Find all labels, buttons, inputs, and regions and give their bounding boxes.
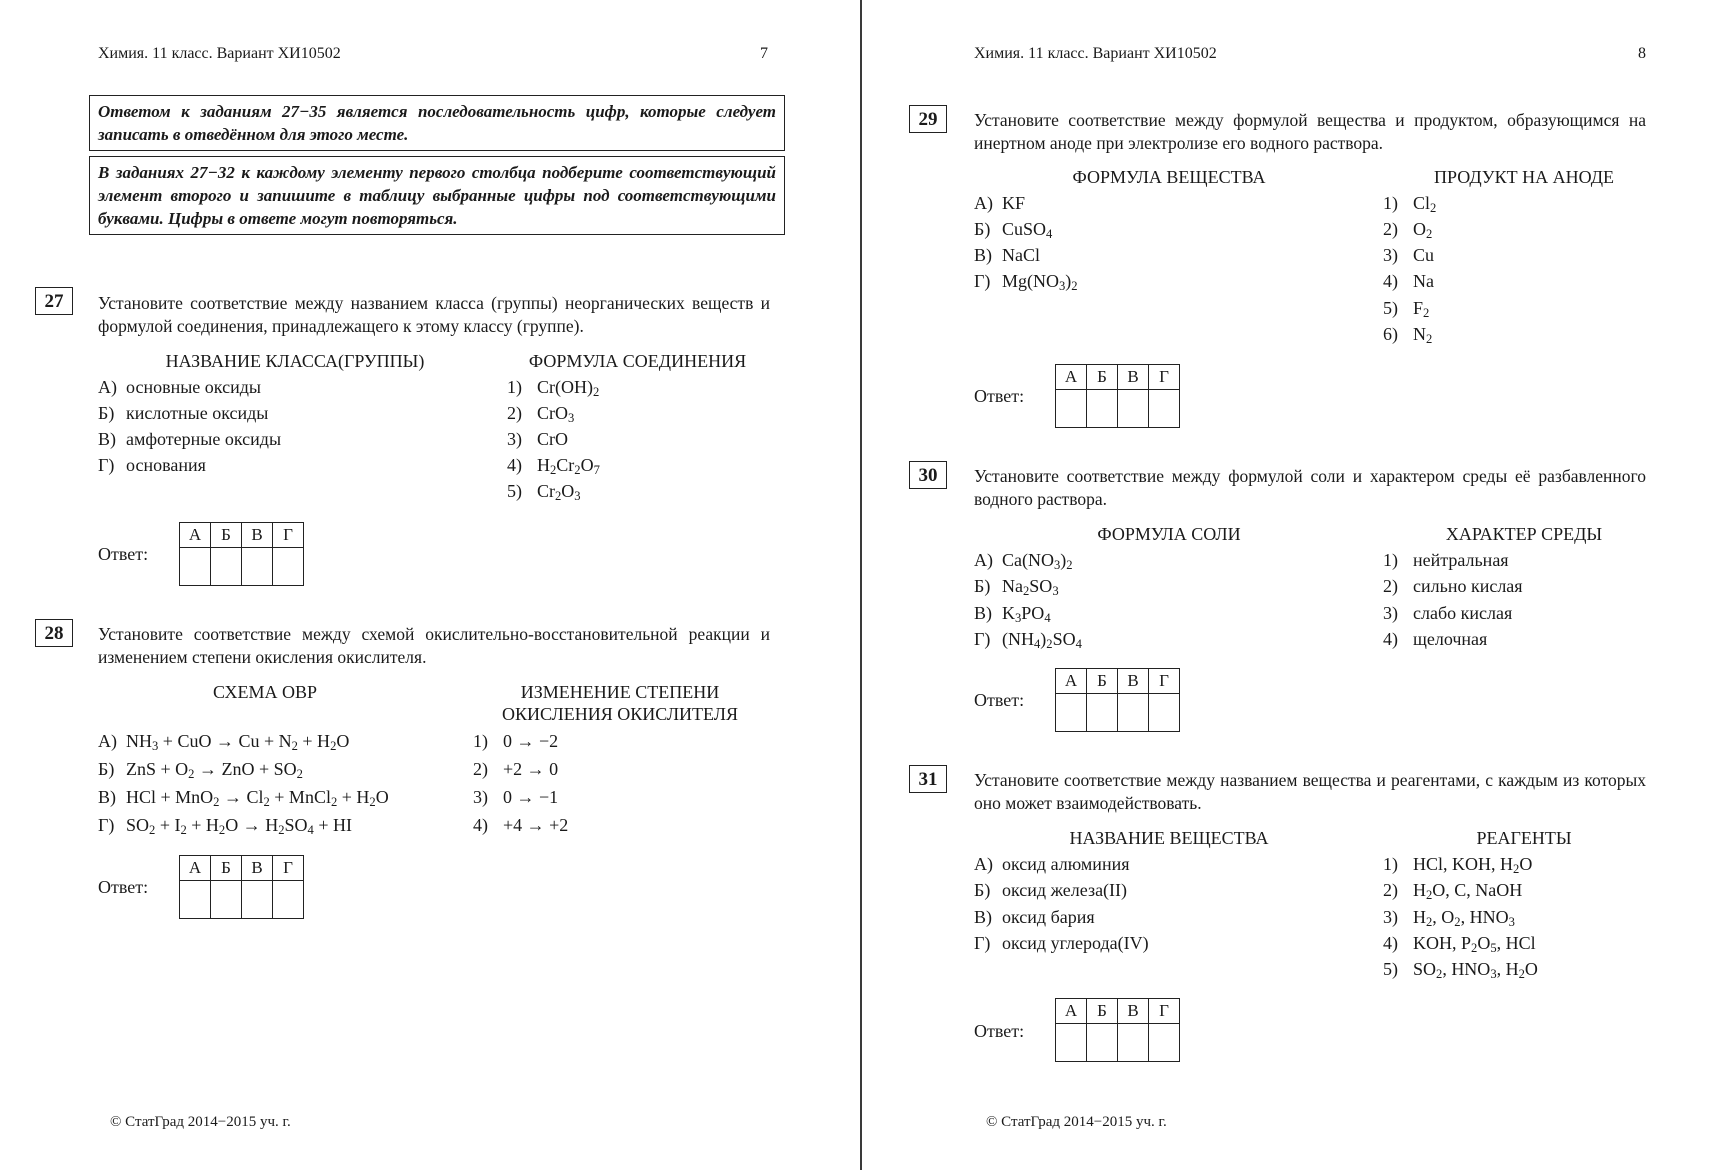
- task-29-question: Установите соответствие между формулой вещества и продуктом, образующимся на инертном аноде при электролизе его водного раствора.: [974, 110, 1646, 153]
- task-30-answer-table: [1055, 668, 1180, 732]
- task-31-column2-title: РЕАГЕНТЫ: [1476, 828, 1572, 848]
- task-28-option-4: 4) +4 → +2: [473, 815, 569, 835]
- left-page: [0, 0, 860, 1170]
- task-30-item-b: Б) $Na_2SO_3$: [974, 576, 1059, 599]
- task-30-item-c: В) $K_3PO_4$: [974, 603, 1051, 626]
- answer-cell-a[interactable]: [1056, 694, 1087, 732]
- task-30-column2-title: ХАРАКТЕР СРЕДЫ: [1445, 524, 1603, 544]
- task-27-option-1: 1) $Cr(OH)_2$: [507, 377, 600, 400]
- answer-header-b: Б: [1087, 365, 1118, 390]
- page-footer: © СтатГрад 2014−2015 уч. г.: [986, 1114, 1167, 1130]
- page-number: 7: [760, 45, 768, 62]
- task-28-option-2: 2) +2 → 0: [473, 759, 559, 779]
- task-29-item-c: В) NaCl: [974, 245, 1040, 265]
- answer-cell-a[interactable]: [180, 548, 211, 586]
- answer-header-c: В: [1118, 999, 1149, 1024]
- answer-cell-b[interactable]: [1087, 390, 1118, 428]
- task-number-31: 31: [909, 765, 947, 793]
- answer-header-a: А: [180, 856, 211, 881]
- task-28-item-d: Г) $SO_2 + I_2 + H_2O \to H_2SO_4$ + HI: [98, 815, 352, 838]
- answer-header-d: Г: [273, 856, 304, 881]
- notice-text: Ответом к заданиям 27−35 является последовательность цифр, которые следует записать в отведённом для этого месте.: [98, 102, 776, 144]
- task-27-column2-title: ФОРМУЛА СОЕДИНЕНИЯ: [528, 351, 747, 371]
- task-30-item-a: А) $Ca(NO_3)_2$: [974, 550, 1073, 573]
- page-footer: © СтатГрад 2014−2015 уч. г.: [110, 1114, 291, 1130]
- task-27-item-c: В) амфотерные оксиды: [98, 429, 282, 449]
- task-29-item-b: Б) CuSO$_4$: [974, 219, 1053, 242]
- task-29-item-a: А) KF: [974, 193, 1026, 213]
- answer-header-c: В: [1118, 365, 1149, 390]
- answer-cell-a[interactable]: [1056, 390, 1087, 428]
- page-spine: [860, 0, 862, 1170]
- answer-cell-c[interactable]: [1118, 694, 1149, 732]
- task-30-column1-title: ФОРМУЛА СОЛИ: [1097, 524, 1241, 544]
- task-28-item-b: Б) ZnS + $O_2$ → ZnO + $SO_2$: [98, 759, 303, 782]
- task-29-item-d: Г) $Mg(NO_3)_2$: [974, 271, 1078, 294]
- task-28-column2-title-line1: ИЗМЕНЕНИЕ СТЕПЕНИ: [520, 682, 720, 702]
- task-29-option-6: 6) $N_2$: [1383, 324, 1433, 347]
- answer-header-d: Г: [273, 523, 304, 548]
- task-27-option-3: 3) CrO: [507, 429, 568, 449]
- task-number-29: 29: [909, 105, 947, 133]
- answer-header-c: В: [242, 856, 273, 881]
- answer-header-a: А: [1056, 365, 1087, 390]
- notice-box-instructions: [89, 156, 785, 235]
- answer-header-c: В: [242, 523, 273, 548]
- task-29-option-3: 3) Cu: [1383, 245, 1435, 265]
- answer-cell-c[interactable]: [1118, 390, 1149, 428]
- answer-cell-a[interactable]: [180, 881, 211, 919]
- task-30-item-d: Г) $(NH_4)_2SO_4$: [974, 629, 1082, 652]
- task-29-answer-table: [1055, 364, 1180, 428]
- answer-label: Ответ:: [974, 386, 1025, 406]
- task-30-option-1: 1) нейтральная: [1383, 550, 1509, 570]
- task-28-column2-title-line2: ОКИСЛЕНИЯ ОКИСЛИТЕЛЯ: [501, 704, 738, 724]
- task-30-option-2: 2) сильно кислая: [1383, 576, 1523, 596]
- answer-cell-c[interactable]: [242, 548, 273, 586]
- notice-text: В заданиях 27−32 к каждому элементу первого столбца подберите соответствующий элемент второго и запишите в таблицу выбранные цифры под соответствующими буквами. Цифры в ответе могут повторяться.: [98, 163, 776, 228]
- task-28-answer-table: [179, 855, 304, 919]
- answer-cell-c[interactable]: [1118, 1024, 1149, 1062]
- answer-header-d: Г: [1149, 999, 1180, 1024]
- task-27-question: Установите соответствие между названием класса (группы) неорганических веществ и формулой соединения, принадлежащего к этому классу (группе).: [98, 293, 770, 336]
- task-number-28: 28: [35, 619, 73, 647]
- task-28-item-a: А) $NH_3$ + CuO → $Cu + N_2 + H_2O$: [98, 731, 350, 754]
- answer-header-d: Г: [1149, 669, 1180, 694]
- task-29-option-1: 1) $Cl_2$: [1383, 193, 1437, 216]
- task-30-option-4: 4) щелочная: [1383, 629, 1488, 649]
- answer-cell-d[interactable]: [1149, 1024, 1180, 1062]
- answer-cell-d[interactable]: [1149, 694, 1180, 732]
- task-31-column1-title: НАЗВАНИЕ ВЕЩЕСТВА: [1069, 828, 1269, 848]
- notice-box-answer-format: [89, 95, 785, 151]
- answer-header-a: А: [180, 523, 211, 548]
- task-30-question: Установите соответствие между формулой соли и характером среды её разбавленного водного раствора.: [974, 466, 1646, 509]
- page-header-title: Химия. 11 класс. Вариант ХИ10502: [98, 45, 341, 62]
- task-31-answer-table: [1055, 998, 1180, 1062]
- answer-header-c: В: [1118, 669, 1149, 694]
- answer-header-b: Б: [211, 523, 242, 548]
- task-31-option-2: 2) $H_2O$, C, NaOH: [1383, 880, 1523, 903]
- answer-header-b: Б: [1087, 669, 1118, 694]
- page-number: 8: [1638, 45, 1646, 62]
- task-31-option-3: 3) $H_2$, $O_2$, $HNO_3$: [1383, 907, 1515, 930]
- task-27-option-5: 5) $Cr_2O_3$: [507, 481, 581, 504]
- task-27-item-d: Г) основания: [98, 455, 206, 475]
- task-30-option-3: 3) слабо кислая: [1383, 603, 1513, 623]
- task-31-item-d: Г) оксид углерода(IV): [974, 933, 1149, 953]
- answer-header-d: Г: [1149, 365, 1180, 390]
- task-31-option-4: 4) KOH, $P_2O_5$, HCl: [1383, 933, 1536, 956]
- answer-cell-d[interactable]: [273, 548, 304, 586]
- answer-label: Ответ:: [98, 544, 149, 564]
- answer-cell-b[interactable]: [211, 881, 242, 919]
- task-27-option-2: 2) CrO$_3$: [507, 403, 575, 426]
- task-29-option-5: 5) $F_2$: [1383, 298, 1430, 321]
- task-27-option-4: 4) $H_2Cr_2O_7$: [507, 455, 600, 478]
- answer-label: Ответ:: [98, 877, 149, 897]
- page-header-title: Химия. 11 класс. Вариант ХИ10502: [974, 45, 1217, 62]
- task-28-option-1: 1) 0 → −2: [473, 731, 559, 751]
- answer-label: Ответ:: [974, 690, 1025, 710]
- answer-cell-b[interactable]: [1087, 1024, 1118, 1062]
- answer-header-b: Б: [1087, 999, 1118, 1024]
- task-29-option-2: 2) $O_2$: [1383, 219, 1433, 242]
- task-31-item-b: Б) оксид железа(II): [974, 880, 1128, 900]
- answer-cell-b[interactable]: [211, 548, 242, 586]
- right-page: [864, 0, 1722, 1170]
- task-number-30: 30: [909, 461, 947, 489]
- task-27-column1-title: НАЗВАНИЕ КЛАССА(ГРУППЫ): [165, 351, 425, 371]
- task-28-question: Установите соответствие между схемой окислительно-восстановительной реакции и изменением степени окисления окислителя.: [98, 624, 770, 667]
- task-28-item-c: В) HCl + $MnO_2 \to Cl_2$ + MnCl$_2$ + $H_2O$: [98, 787, 389, 810]
- answer-cell-b[interactable]: [1087, 694, 1118, 732]
- task-31-option-5: 5) $SO_2$, $HNO_3$, $H_2O$: [1383, 959, 1538, 982]
- task-28-option-3: 3) 0 → −1: [473, 787, 559, 807]
- task-number-27: 27: [35, 287, 73, 315]
- task-31-option-1: 1) HCl, KOH, $H_2O$: [1383, 854, 1533, 877]
- task-28-column1-title: СХЕМА ОВР: [212, 682, 318, 702]
- task-29-column2-title: ПРОДУКТ НА АНОДЕ: [1434, 167, 1614, 187]
- task-27-item-b: Б) кислотные оксиды: [98, 403, 269, 423]
- answer-cell-c[interactable]: [242, 881, 273, 919]
- answer-cell-a[interactable]: [1056, 1024, 1087, 1062]
- task-27-answer-table: [179, 522, 304, 586]
- answer-cell-d[interactable]: [1149, 390, 1180, 428]
- task-27-item-a: А) основные оксиды: [98, 377, 261, 397]
- task-29-column1-title: ФОРМУЛА ВЕЩЕСТВА: [1072, 167, 1266, 187]
- task-31-item-a: А) оксид алюминия: [974, 854, 1130, 874]
- task-31-item-c: В) оксид бария: [974, 907, 1095, 927]
- answer-cell-d[interactable]: [273, 881, 304, 919]
- task-31-question: Установите соответствие между названием вещества и реагентами, с каждым из которых оно может взаимодействовать.: [974, 770, 1646, 813]
- answer-header-a: А: [1056, 999, 1087, 1024]
- answer-label: Ответ:: [974, 1021, 1025, 1041]
- answer-header-a: А: [1056, 669, 1087, 694]
- answer-header-b: Б: [211, 856, 242, 881]
- task-29-option-4: 4) Na: [1383, 271, 1434, 291]
